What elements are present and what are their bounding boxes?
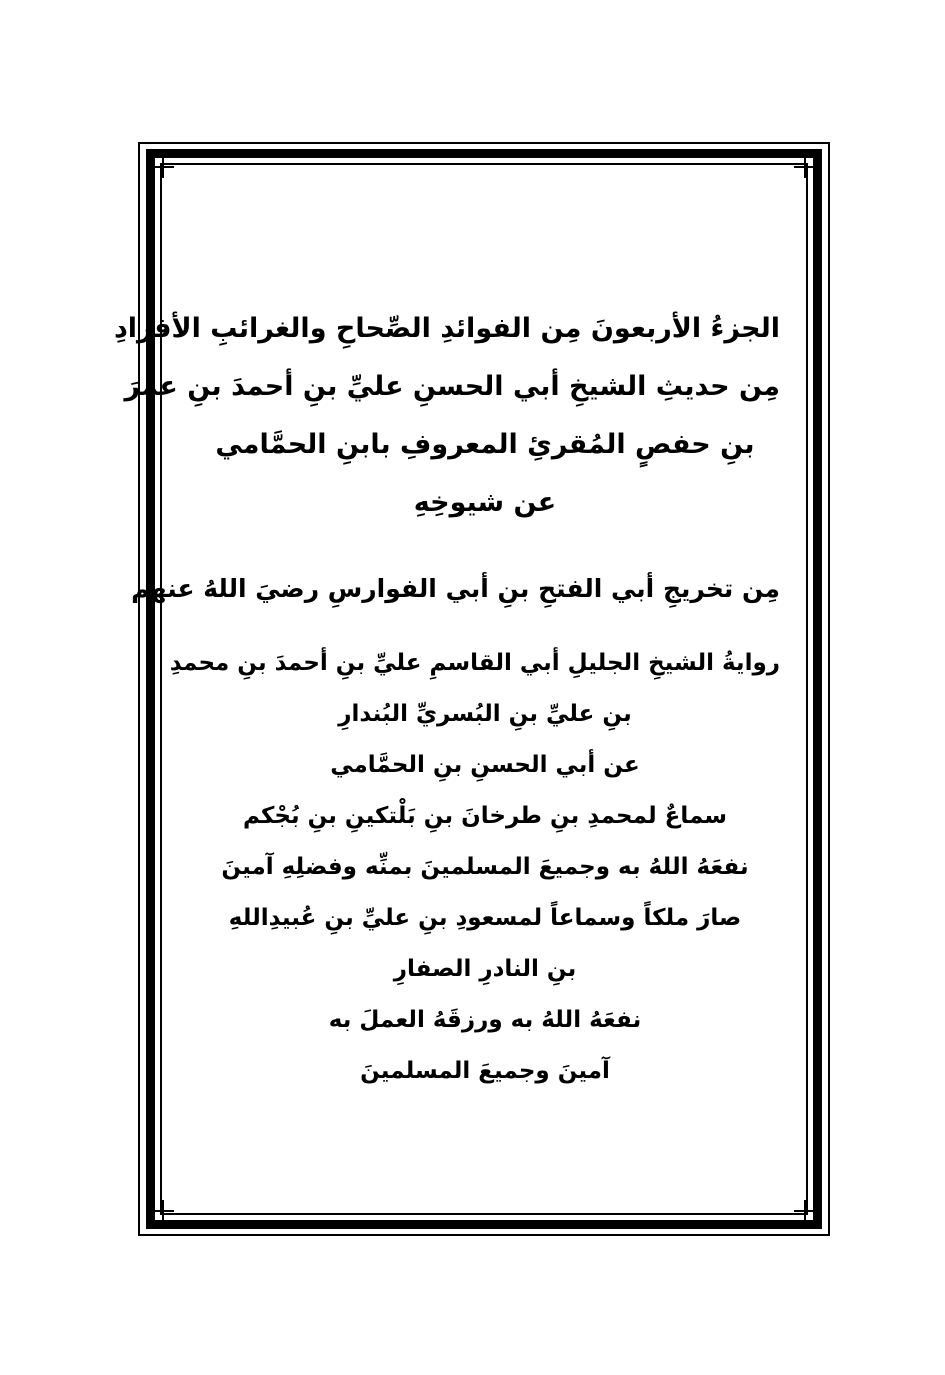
riwaya-block	[169, 638, 780, 1097]
title-line-3: بنِ حفصٍ المُقرئِ المعروفِ بابنِ الحمَّامي	[215, 429, 755, 460]
takhrij-line: مِن تخريجِ أبي الفتحِ بنِ أبي الفوارسِ رضيَ اللهُ عنهم	[131, 574, 780, 603]
riwaya-line-3: عن أبي الحسنِ بنِ الحمَّامي	[330, 752, 640, 778]
title-line-1: الجزءُ الأربعونَ مِن الفوائدِ الصِّحاحِ والغرائبِ الأفرادِ	[113, 313, 780, 344]
title-block	[113, 300, 780, 532]
title-line-4: عن شيوخِهِ	[413, 487, 557, 518]
riwaya-line-2: بنِ عليِّ بنِ البُسريِّ البُندارِ	[338, 701, 632, 727]
riwaya-line-1: روايةُ الشيخِ الجليلِ أبي القاسمِ عليِّ بنِ أحمدَ بنِ محمدِ	[169, 650, 780, 676]
corner-ornament-top-right	[794, 156, 816, 178]
riwaya-line-6: صارَ ملكاً وسماعاً لمسعودِ بنِ عليِّ بنِ عُبيدِاللهِ	[228, 905, 742, 931]
riwaya-line-7: بنِ النادرِ الصفارِ	[393, 956, 577, 982]
riwaya-line-9: آمينَ وجميعَ المسلمينَ	[360, 1058, 610, 1084]
corner-ornament-bottom-left	[152, 1200, 174, 1222]
corner-ornament-top-left	[152, 156, 174, 178]
riwaya-line-8: نفعَهُ اللهُ به ورزقَهُ العملَ به	[328, 1007, 642, 1033]
riwaya-line-4: سماعٌ لمحمدِ بنِ طرخانَ بنِ بَلْتكينِ بنِ بُجْكم	[242, 803, 728, 829]
riwaya-line-5: نفعَهُ اللهُ به وجميعَ المسلمينَ بمنِّه وفضلِهِ آمينَ	[221, 854, 749, 880]
corner-ornament-bottom-right	[794, 1200, 816, 1222]
title-line-2: مِن حديثِ الشيخِ أبي الحسنِ عليِّ بنِ أحمدَ بنِ عمرَ	[124, 371, 780, 402]
title-page-text	[113, 300, 780, 1097]
